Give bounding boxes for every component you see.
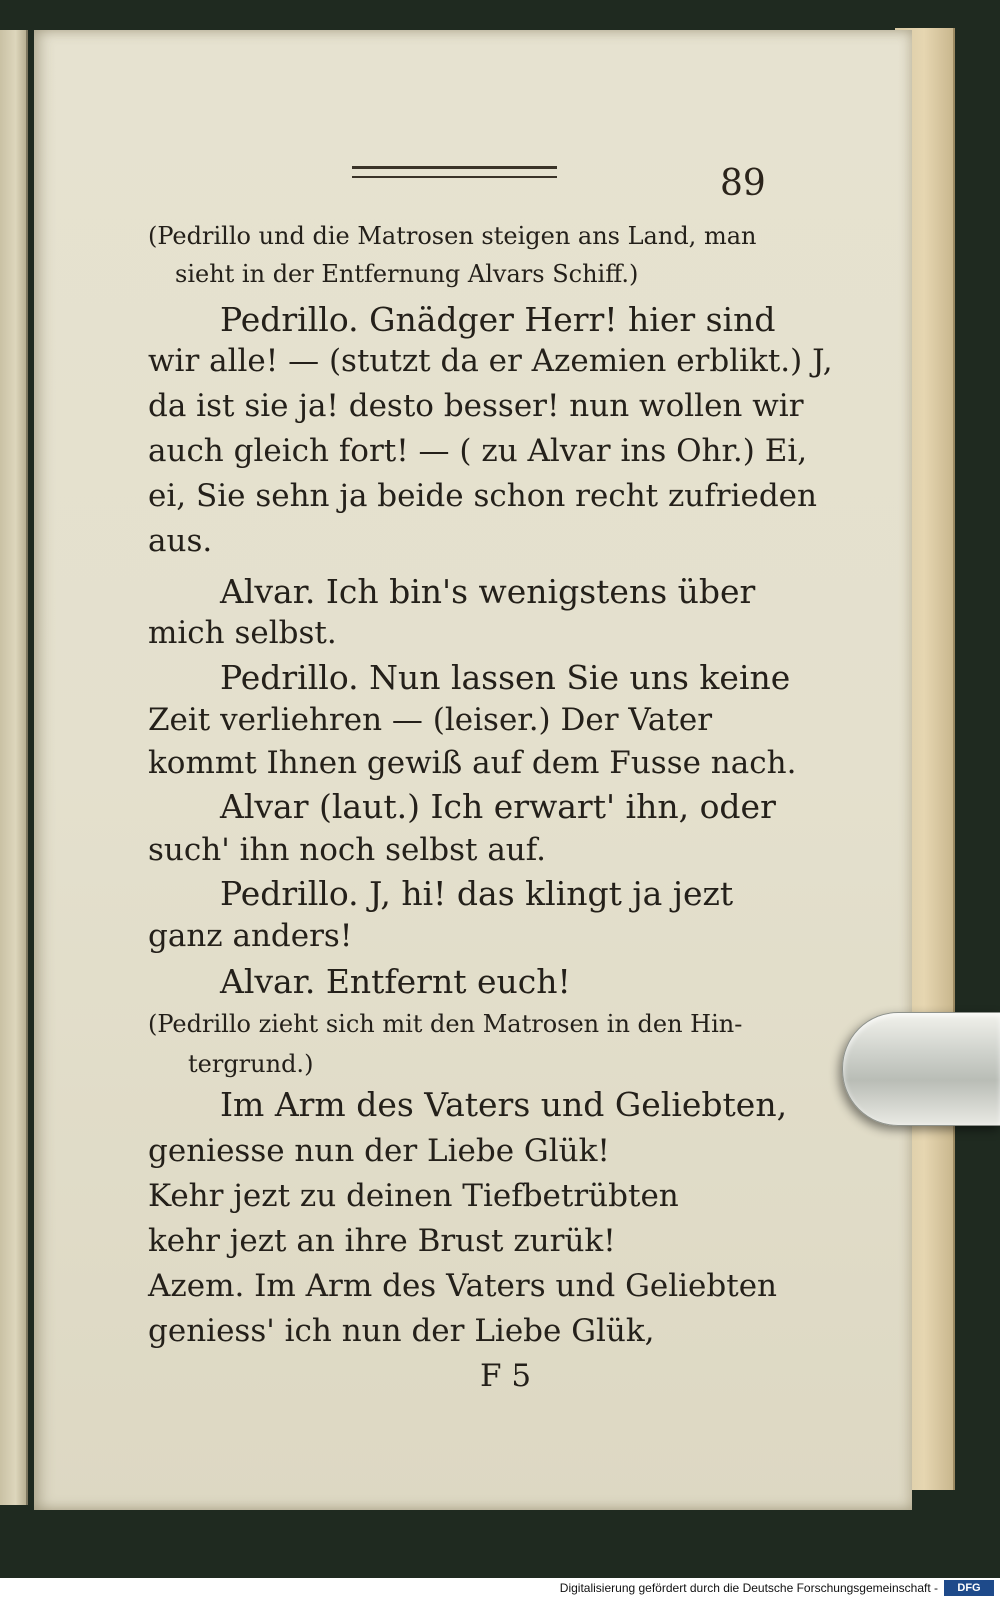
text-line: Pedrillo. Gnädger Herr! hier sind (220, 300, 776, 339)
text-line: sieht in der Entfernung Alvars Schiff.) (175, 260, 639, 288)
text-line: tergrund.) (188, 1050, 314, 1078)
signature-mark: F 5 (480, 1358, 532, 1394)
page-clip (842, 1012, 1000, 1126)
footer-credit: Digitalisierung gefördert durch die Deutsche Forschungsgemeinschaft - (559, 1581, 938, 1595)
text-line: aus. (148, 523, 213, 559)
text-line: Pedrillo. Nun lassen Sie uns keine (220, 658, 791, 697)
text-line: geniesse nun der Liebe Glük! (148, 1133, 610, 1169)
previous-page-edge (0, 30, 28, 1505)
page-number: 89 (720, 163, 766, 204)
text-line: Zeit verliehren — (leiser.) Der Vater (148, 702, 713, 738)
text-line: wir alle! — (stutzt da er Azemien erblikt.) J, (148, 343, 833, 379)
text-line: (Pedrillo zieht sich mit den Matrosen in den Hin- (148, 1010, 743, 1038)
header-rule (352, 163, 557, 185)
text-line: Kehr jezt zu deinen Tiefbetrübten (148, 1178, 679, 1214)
text-line: auch gleich fort! — ( zu Alvar ins Ohr.) Ei, (148, 433, 808, 469)
text-line: da ist sie ja! desto besser! nun wollen wir (148, 388, 804, 424)
text-line: kehr jezt an ihre Brust zurük! (148, 1223, 616, 1259)
text-line: geniess' ich nun der Liebe Glük, (148, 1313, 655, 1349)
text-line: Alvar (laut.) Ich erwart' ihn, oder (220, 787, 776, 826)
text-line: ganz anders! (148, 918, 353, 954)
footer-bar (0, 1578, 1000, 1600)
text-line: Im Arm des Vaters und Geliebten, (220, 1085, 788, 1124)
text-line: ei, Sie sehn ja beide schon recht zufrieden (148, 478, 817, 514)
text-line: Azem. Im Arm des Vaters und Geliebten (148, 1268, 778, 1304)
dfg-logo: DFG (944, 1580, 994, 1596)
text-line: Pedrillo. J, hi! das klingt ja jezt (220, 874, 734, 913)
text-line: mich selbst. (148, 615, 337, 651)
text-line: such' ihn noch selbst auf. (148, 832, 546, 868)
text-line: (Pedrillo und die Matrosen steigen ans Land, man (148, 222, 757, 250)
text-line: Alvar. Entfernt euch! (220, 962, 571, 1001)
text-line: Alvar. Ich bin's wenigstens über (220, 572, 756, 611)
text-line: kommt Ihnen gewiß auf dem Fusse nach. (148, 745, 797, 781)
